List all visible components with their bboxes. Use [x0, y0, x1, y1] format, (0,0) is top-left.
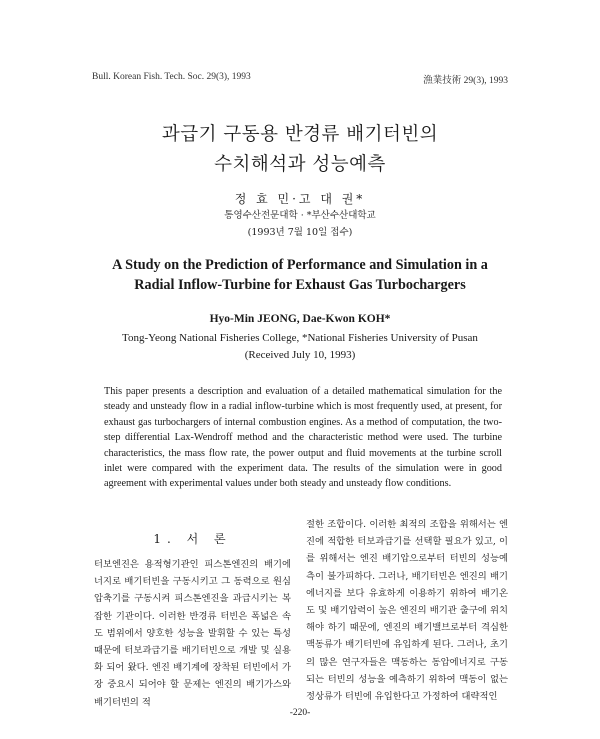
- korean-title-line2: 수치해석과 성능예측: [214, 154, 386, 175]
- english-authors: Hyo-Min JEONG, Dae-Kwon KOH*: [209, 313, 391, 325]
- journal-citation-en: Bull. Korean Fish. Tech. Soc. 29(3), 1993: [92, 72, 251, 82]
- journal-citation-kr: 漁業技術 29(3), 1993: [423, 76, 508, 86]
- english-affiliation: Tong-Yeong National Fisheries College, *National Fisheries University of Pusan: [122, 332, 478, 344]
- body-left-column: 터보엔진은 용적형기관인 피스톤엔진의 배기에너지로 배기터빈을 구동시키고 그 동력으로 원심압축기를 구동시켜 피스톤엔진을 과급시키는 복잡한 기관이다. 이러한 반경류 터빈은 폭넓은 속도 범위에서 양호한 성능을 발휘할 수 있는 특성 때문에 터보과급기를 배기터빈으로 개발 및 실용화 되어 왔다. 엔진 배기계에 장착된 터빈에서 가장 중요시 되어야 할 문제는 엔진의 배기가스와 배기터빈의 적: [94, 559, 291, 708]
- korean-authors: 정 효 민·고 대 권*: [234, 192, 366, 206]
- abstract: This paper presents a description and evaluation of a detailed mathematical simulation for the steady and unsteady flow in a radial inflow-turbine which is most frequently used, at present, for exhaust gas turbochargers of internal combustion engines. As a method of computation, the two-step differential Lax-Wendroff method and the characteristic method were used. The turbine characteristics, the mass flow rate, the power output and fluid movements at the turbine scroll inlet were compared with the experiment data. The results of the simulation were in good agreement with experimental values under both steady and unsteady flow conditions.: [104, 386, 502, 490]
- page-number: -220-: [289, 708, 311, 718]
- body-right-column: 절한 조합이다. 이러한 최적의 조합을 위해서는 엔진에 적합한 터보과급기를 선택할 필요가 있고, 이를 위해서는 엔진 배기압으로부터 터빈의 성능예측이 불가피하다. 그러나, 배기터빈은 엔진의 배기에너지를 보다 유효하게 이용하기 위하여 배기온도 및 배기압력이 높은 엔진의 배기관 출구에 위치해야 하기 때문에, 엔진의 배기밸브로부터 격심한 맥동류가 배기터빈에 유입하게 된다. 그러나, 초기의 많은 연구자들은 맥동하는 동압에너지로 구동되는 터빈의 성능을 예측하기 위하여 맥동이 없는 정상류가 터빈에 유입한다고 가정하여 대략적인: [306, 519, 508, 703]
- korean-received-date: (1993년 7월 10일 접수): [247, 227, 353, 238]
- english-received-date: (Received July 10, 1993): [244, 349, 356, 361]
- korean-title-line1: 과급기 구동용 반경류 배기터빈의: [161, 124, 439, 145]
- korean-affiliation: 통영수산전문대학 · *부산수산대학교: [224, 210, 376, 221]
- english-title-line1: A Study on the Prediction of Performance and Simulation in a: [112, 257, 488, 273]
- section-heading-introduction: 1. 서 론: [153, 532, 232, 546]
- english-title-line2: Radial Inflow-Turbine for Exhaust Gas Turbochargers: [134, 277, 466, 293]
